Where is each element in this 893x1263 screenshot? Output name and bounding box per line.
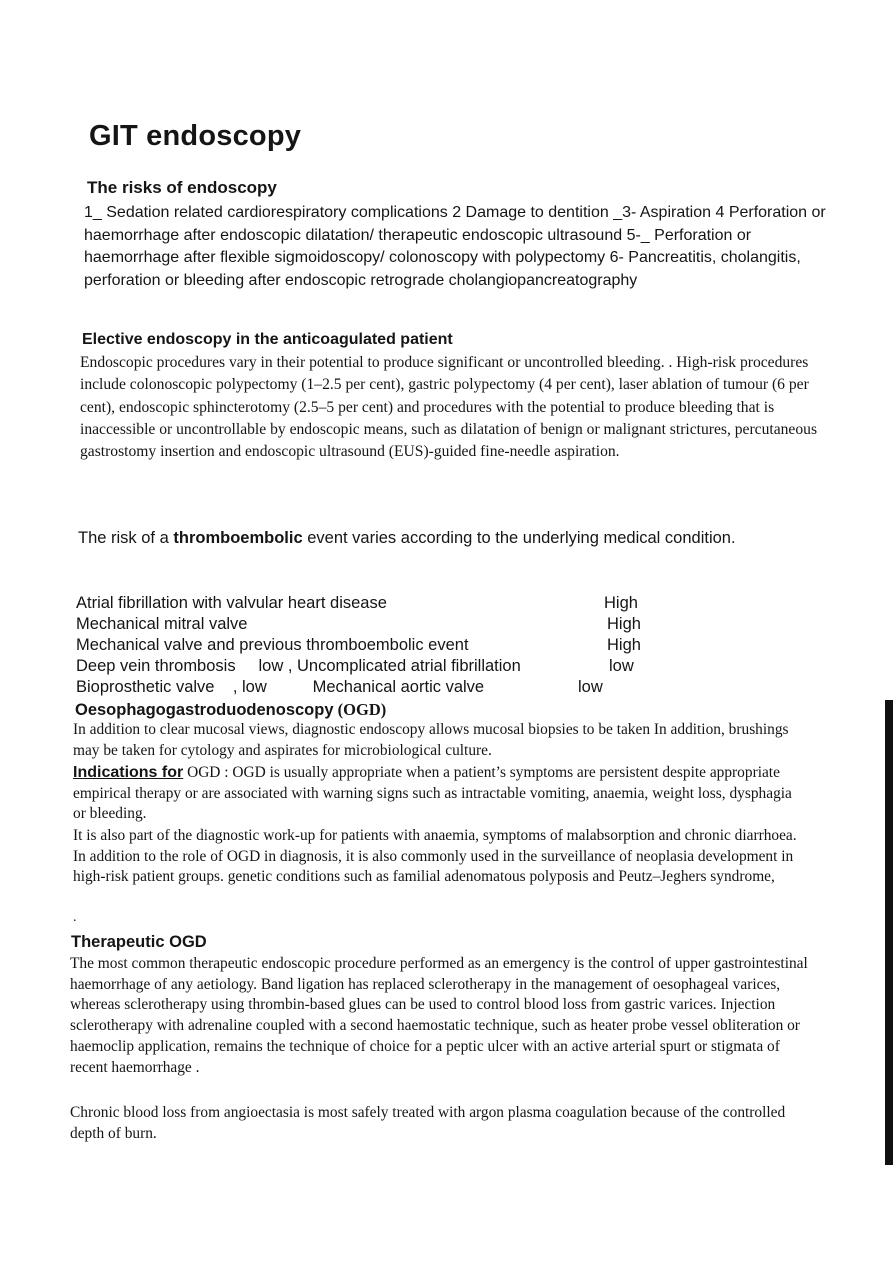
ogd-indications-paragraph — [73, 763, 808, 825]
risk-row — [76, 656, 696, 677]
risk-level: High — [604, 594, 638, 612]
chronic-blood-loss-paragraph: Chronic blood loss from angioectasia is most safely treated with argon plasma coagulation because of the controlled depth of burn. — [70, 1104, 786, 1142]
risk-level: low — [578, 678, 603, 696]
risk-condition: Bioprosthetic valve , low Mechanical aortic valve — [76, 678, 485, 696]
thrombo-bold: thromboembolic — [173, 529, 303, 547]
risk-condition: Mechanical mitral valve — [76, 615, 248, 633]
risk-level: low — [609, 657, 634, 675]
risk-row — [76, 677, 696, 698]
ogd-workup-paragraph: It is also part of the diagnostic work-up for patients with anaemia, symptoms of malabsorption and chronic diarrhoea. In addition to the role of OGD in diagnosis, it is also commonly used in the surveillance of neoplasia development in high-risk patient groups. genetic conditions such as familial adenomatous polyposis and Peutz–Jeghers syndrome, — [73, 827, 797, 885]
thromboembolic-risk-table — [76, 593, 696, 698]
elective-paragraph: Endoscopic procedures vary in their potential to produce significant or uncontrolled bleeding. . High-risk procedures include colonoscopic polypectomy (1–2.5 per cent), gastric polypectomy (4 per cent), laser ablation of tumour (6 per cent), endoscopic sphincterotomy (2.5–5 per cent) and procedures with the potential to produce bleeding that is inaccessible or uncontrollable by endoscopic means, such as dilatation of benign or malignant strictures, percutaneous gastrostomy insertion and endoscopic ultrasound (EUS)-guided fine-needle aspiration. — [80, 354, 818, 461]
risks-heading-bold: risks of endoscopy — [121, 178, 277, 197]
risk-condition: Deep vein thrombosis low , Uncomplicated atrial fibrillation — [76, 657, 521, 675]
ogd-heading-rest: (OGD) — [333, 700, 387, 719]
risk-condition: Mechanical valve and previous thromboembolic event — [76, 636, 469, 654]
ogd-intro-paragraph: In addition to clear mucosal views, diagnostic endoscopy allows mucosal biopsies to be taken In addition, brushings may be taken for cytology and aspirates for microbiological culture. — [73, 721, 789, 759]
indications-text: OGD : OGD is usually appropriate when a patient’s symptoms are persistent despite appropriate empirical therapy or are associated with warning signs such as intractable vomiting, anaemia, weight loss, dysphagia or bleeding. — [73, 764, 792, 822]
risk-row — [76, 614, 696, 635]
risks-list-text: 1_ Sedation related cardiorespiratory complications 2 Damage to dentition _3- Aspiration 4 Perforation or haemorrhage after endoscopic dilatation/ therapeutic endoscopic ultrasound 5-_ Perforation or haemorrhage after flexible sigmoidoscopy/ colonoscopy with polypectomy 6- Pancreatitis, cholangitis, perforation or bleeding after endoscopic retrograde cholangiopancreatography — [84, 204, 826, 289]
elective-heading: Elective endoscopy in the anticoagulated patient — [82, 331, 453, 348]
thromboembolic-paragraph — [78, 528, 778, 548]
stray-dot: . — [73, 910, 77, 925]
therapeutic-paragraph: The most common therapeutic endoscopic procedure performed as an emergency is the control of upper gastrointestinal haemorrhage of any aetiology. Band ligation has replaced sclerotherapy in the management of oesophageal varices, whereas sclerotherapy using thrombin-based glues can be used to control blood loss from gastric varices. Injection sclerotherapy with adrenaline coupled with a second haemostatic technique, such as heater probe vessel obliteration or haemoclip application, remains the technique of choice for a peptic ulcer with an active arterial spurt or stigmata of recent haemorrhage . — [70, 955, 808, 1076]
therapeutic-heading: Therapeutic OGD — [71, 933, 207, 951]
risk-row — [76, 635, 696, 656]
thrombo-pre: The risk of a — [78, 529, 174, 547]
risk-level: High — [607, 615, 641, 633]
ogd-heading-bold: Oesophagogastroduodenoscopy — [75, 701, 334, 719]
scan-edge-bar — [885, 700, 893, 1165]
risks-heading-pre: The — [87, 178, 122, 197]
ogd-heading — [75, 700, 386, 720]
risk-row — [76, 593, 696, 614]
risk-level: High — [607, 636, 641, 654]
thrombo-post: event varies according to the underlying medical condition. — [302, 529, 736, 547]
indications-label: Indications for — [73, 764, 184, 781]
risks-heading — [87, 178, 277, 198]
page-title: GIT endoscopy — [89, 120, 302, 152]
risk-condition: Atrial fibrillation with valvular heart disease — [76, 594, 387, 612]
